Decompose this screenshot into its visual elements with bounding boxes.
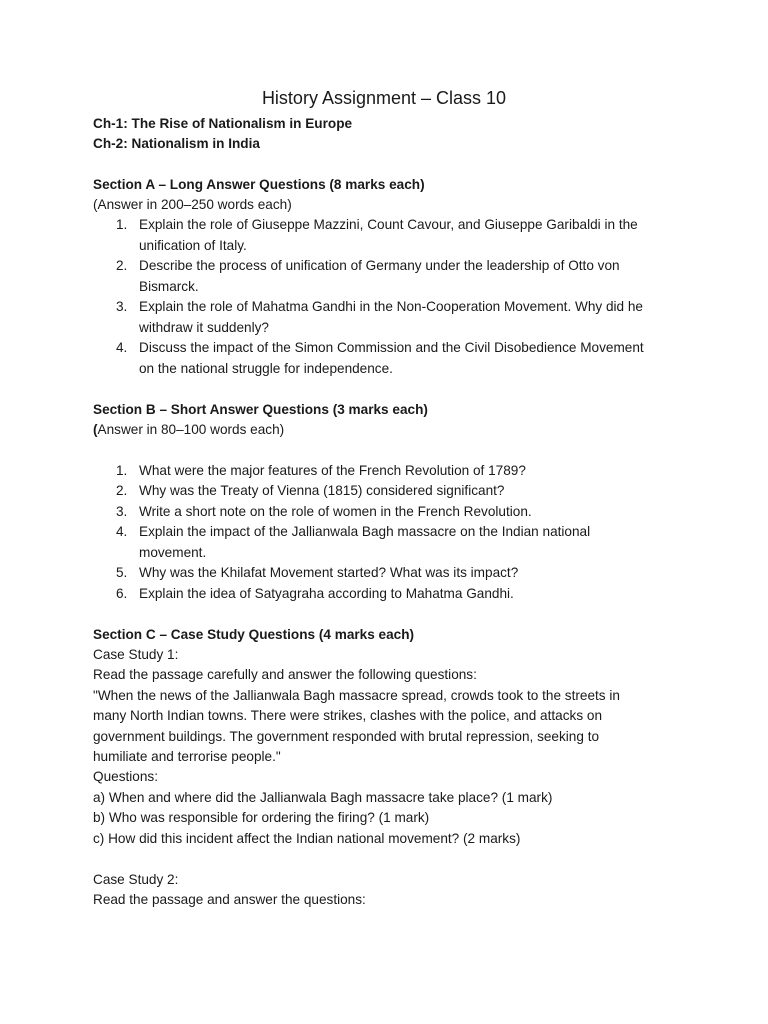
case-study-1-passage: "When the news of the Jallianwala Bagh massacre spread, crowds took to the streets in: [93, 688, 620, 703]
list-item-number: 4.: [116, 524, 128, 539]
list-item: Explain the role of Mahatma Gandhi in the Non-Cooperation Movement. Why did he: [139, 299, 643, 314]
case-study-1-passage: many North Indian towns. There were strikes, clashes with the police, and attacks on: [93, 708, 603, 723]
section-b-note: [93, 420, 284, 440]
list-item-number: 6.: [116, 586, 128, 601]
list-item: Why was the Khilafat Movement started? What was its impact?: [139, 565, 519, 580]
list-item: Write a short note on the role of women in the French Revolution.: [139, 504, 532, 519]
case-study-1-question: c) How did this incident affect the Indian national movement? (2 marks): [93, 831, 521, 846]
list-item: Explain the role of Giuseppe Mazzini, Count Cavour, and Giuseppe Garibaldi in the: [139, 217, 638, 232]
list-item-number: 3.: [116, 299, 128, 314]
section-a-note: (Answer in 200–250 words each): [93, 197, 292, 212]
list-item-number: 2.: [116, 483, 128, 498]
list-item-number: 4.: [116, 340, 128, 355]
case-study-2-instruction: Read the passage and answer the questions:: [93, 892, 366, 907]
list-item: Describe the process of unification of Germany under the leadership of Otto von: [139, 258, 620, 273]
list-item: What were the major features of the French Revolution of 1789?: [139, 463, 526, 478]
list-item-number: 1.: [116, 463, 128, 478]
case-study-1-passage: government buildings. The government responded with brutal repression, seeking to: [93, 729, 600, 744]
list-item: movement.: [139, 545, 207, 560]
case-study-1-questions-label: Questions:: [93, 769, 158, 784]
list-item: Explain the impact of the Jallianwala Bagh massacre on the Indian national: [139, 524, 591, 539]
case-study-2-label: Case Study 2:: [93, 872, 179, 887]
case-study-1-label: Case Study 1:: [93, 647, 179, 662]
list-item: Discuss the impact of the Simon Commission and the Civil Disobedience Movement: [139, 340, 644, 355]
list-item-number: 3.: [116, 504, 128, 519]
chapter-1: Ch-1: The Rise of Nationalism in Europe: [93, 116, 353, 131]
list-item: on the national struggle for independence.: [139, 361, 393, 376]
case-study-1-question: b) Who was responsible for ordering the firing? (1 mark): [93, 810, 430, 825]
section-c-heading: Section C – Case Study Questions (4 marks each): [93, 627, 415, 642]
section-b-heading: Section B – Short Answer Questions (3 marks each): [93, 402, 428, 417]
list-item-number: 2.: [116, 258, 128, 273]
section-a-heading: Section A – Long Answer Questions (8 marks each): [93, 177, 425, 192]
list-item: Bismarck.: [139, 279, 199, 294]
case-study-1-passage: humiliate and terrorise people.": [93, 749, 281, 764]
case-study-1-instruction: Read the passage carefully and answer the following questions:: [93, 667, 477, 682]
list-item: Why was the Treaty of Vienna (1815) considered significant?: [139, 483, 505, 498]
list-item: unification of Italy.: [139, 238, 247, 253]
list-item-number: 5.: [116, 565, 128, 580]
section-b-note-text: Answer in 80–100 words each): [97, 422, 285, 437]
chapter-2: Ch-2: Nationalism in India: [93, 136, 260, 151]
page-title: History Assignment – Class 10: [261, 88, 507, 108]
case-study-1-question: a) When and where did the Jallianwala Bagh massacre take place? (1 mark): [93, 790, 553, 805]
list-item: withdraw it suddenly?: [139, 320, 269, 335]
list-item-number: 1.: [116, 217, 128, 232]
list-item: Explain the idea of Satyagraha according to Mahatma Gandhi.: [139, 586, 514, 601]
section-b-note-paren: (: [93, 422, 98, 437]
